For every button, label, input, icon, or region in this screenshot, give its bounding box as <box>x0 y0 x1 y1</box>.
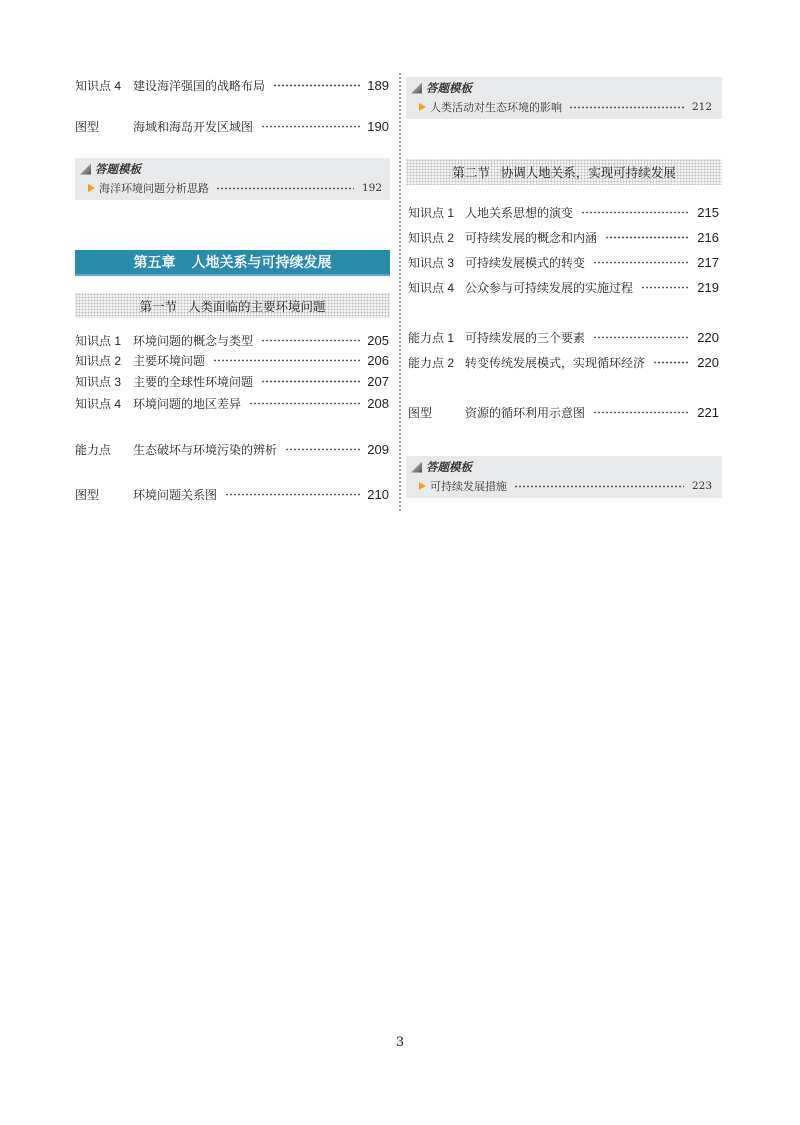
entry-page-number: 205 <box>367 332 389 348</box>
entry-page-number: 206 <box>367 352 389 368</box>
dot-leader <box>216 187 354 190</box>
entry-label: 知识点 3 <box>75 374 122 389</box>
dot-leader <box>593 411 690 414</box>
answer-template-box <box>75 158 390 200</box>
dot-leader <box>225 493 360 496</box>
entry-title: 海域和海岛开发区域图 <box>133 119 254 134</box>
chapter-title: 人地关系与可持续发展 <box>191 254 332 270</box>
dot-leader <box>593 336 690 339</box>
toc-entry <box>408 328 719 346</box>
answer-template-entry <box>419 100 712 114</box>
section-title: 人类面临的主要环境问题 <box>188 299 326 314</box>
entry-page-number: 220 <box>697 329 719 345</box>
entry-page-number: 219 <box>697 279 719 295</box>
dot-leader <box>581 211 690 214</box>
dot-leader <box>273 84 360 87</box>
toc-entry <box>75 394 389 412</box>
entry-page-number: 223 <box>691 480 712 492</box>
section-heading <box>406 159 722 185</box>
answer-template-heading: 答题模板 <box>426 462 472 474</box>
toc-entry <box>75 331 389 349</box>
entry-title: 可持续发展的三个要素 <box>465 330 586 345</box>
dot-leader <box>249 402 360 405</box>
entry-label: 知识点 1 <box>75 333 122 348</box>
dot-leader <box>641 286 690 289</box>
dot-leader <box>261 339 360 342</box>
toc-entry <box>75 485 389 503</box>
bullet-arrow-icon <box>419 482 426 490</box>
entry-label: 能力点 1 <box>408 330 455 345</box>
section-heading <box>75 293 390 318</box>
entry-page-number: 192 <box>361 182 382 194</box>
corner-triangle-icon <box>411 462 422 473</box>
entry-page-number: 217 <box>697 254 719 270</box>
answer-template-entry <box>419 479 712 493</box>
toc-entry <box>408 403 719 421</box>
dot-leader <box>514 485 684 488</box>
page-number: 3 <box>395 1035 405 1050</box>
toc-entry <box>408 203 719 221</box>
entry-page-number: 207 <box>367 373 389 389</box>
entry-page-number: 208 <box>367 395 389 411</box>
entry-title: 人地关系思想的演变 <box>465 205 574 220</box>
answer-template-item: 人类活动对生态环境的影响 <box>430 101 562 114</box>
toc-entry <box>408 253 719 271</box>
dot-leader <box>569 106 684 109</box>
answer-template-item: 可持续发展措施 <box>430 480 507 493</box>
entry-title: 转变传统发展模式，实现循环经济 <box>465 355 646 370</box>
dot-leader <box>261 125 360 128</box>
answer-template-box <box>406 77 722 119</box>
entry-page-number: 209 <box>367 441 389 457</box>
entry-label: 知识点 1 <box>408 205 455 220</box>
toc-entry <box>75 351 389 369</box>
answer-template-heading: 答题模板 <box>426 83 472 95</box>
answer-template-item: 海洋环境问题分析思路 <box>99 182 209 195</box>
entry-page-number: 215 <box>697 204 719 220</box>
entry-title: 可持续发展模式的转变 <box>465 255 586 270</box>
entry-page-number: 212 <box>691 101 712 113</box>
corner-triangle-icon <box>80 164 91 175</box>
entry-label: 知识点 2 <box>75 353 122 368</box>
answer-template-header <box>411 81 472 95</box>
entry-page-number: 210 <box>367 486 389 502</box>
entry-label: 知识点 3 <box>408 255 455 270</box>
toc-entry <box>75 372 389 390</box>
entry-title: 环境问题的概念与类型 <box>133 333 254 348</box>
chapter-banner <box>75 250 390 276</box>
entry-title: 环境问题关系图 <box>133 487 218 502</box>
chapter-number: 第五章 <box>133 254 176 270</box>
section-number: 第一节 <box>139 299 177 314</box>
dot-leader <box>605 236 690 239</box>
entry-title: 可持续发展的概念和内涵 <box>465 230 598 245</box>
entry-label: 能力点 2 <box>408 355 455 370</box>
entry-title: 生态破坏与环境污染的辨析 <box>133 442 278 457</box>
entry-title: 主要的全球性环境问题 <box>133 374 254 389</box>
bullet-arrow-icon <box>419 103 426 111</box>
dot-leader <box>261 380 360 383</box>
column-divider <box>399 72 401 512</box>
answer-template-header <box>411 460 472 474</box>
entry-title: 环境问题的地区差异 <box>133 396 242 411</box>
entry-label: 能力点 <box>75 442 112 457</box>
dot-leader <box>213 359 360 362</box>
dot-leader <box>653 361 690 364</box>
corner-triangle-icon <box>411 83 422 94</box>
dot-leader <box>285 448 360 451</box>
entry-page-number: 221 <box>697 404 719 420</box>
entry-page-number: 216 <box>697 229 719 245</box>
toc-entry <box>75 117 389 135</box>
entry-page-number: 189 <box>367 77 389 93</box>
entry-label: 图型 <box>75 119 100 134</box>
entry-label: 知识点 4 <box>75 396 122 411</box>
dot-leader <box>593 261 690 264</box>
answer-template-heading: 答题模板 <box>95 164 141 176</box>
bullet-arrow-icon <box>88 184 95 192</box>
toc-entry <box>75 440 389 458</box>
entry-title: 公众参与可持续发展的实施过程 <box>465 280 634 295</box>
entry-label: 图型 <box>408 405 433 420</box>
toc-entry <box>408 278 719 296</box>
entry-page-number: 190 <box>367 118 389 134</box>
section-title: 协调人地关系，实现可持续发展 <box>500 166 676 180</box>
answer-template-entry <box>88 181 382 195</box>
toc-entry <box>75 76 389 94</box>
entry-label: 图型 <box>75 487 100 502</box>
entry-label: 知识点 4 <box>75 78 122 93</box>
answer-template-header <box>80 162 141 176</box>
entry-label: 知识点 4 <box>408 280 455 295</box>
section-number: 第二节 <box>452 166 490 180</box>
toc-entry <box>408 353 719 371</box>
entry-label: 知识点 2 <box>408 230 455 245</box>
entry-title: 主要环境问题 <box>133 353 206 368</box>
toc-entry <box>408 228 719 246</box>
answer-template-box <box>406 456 722 498</box>
entry-title: 资源的循环利用示意图 <box>465 405 586 420</box>
entry-page-number: 220 <box>697 354 719 370</box>
entry-title: 建设海洋强国的战略布局 <box>133 78 266 93</box>
